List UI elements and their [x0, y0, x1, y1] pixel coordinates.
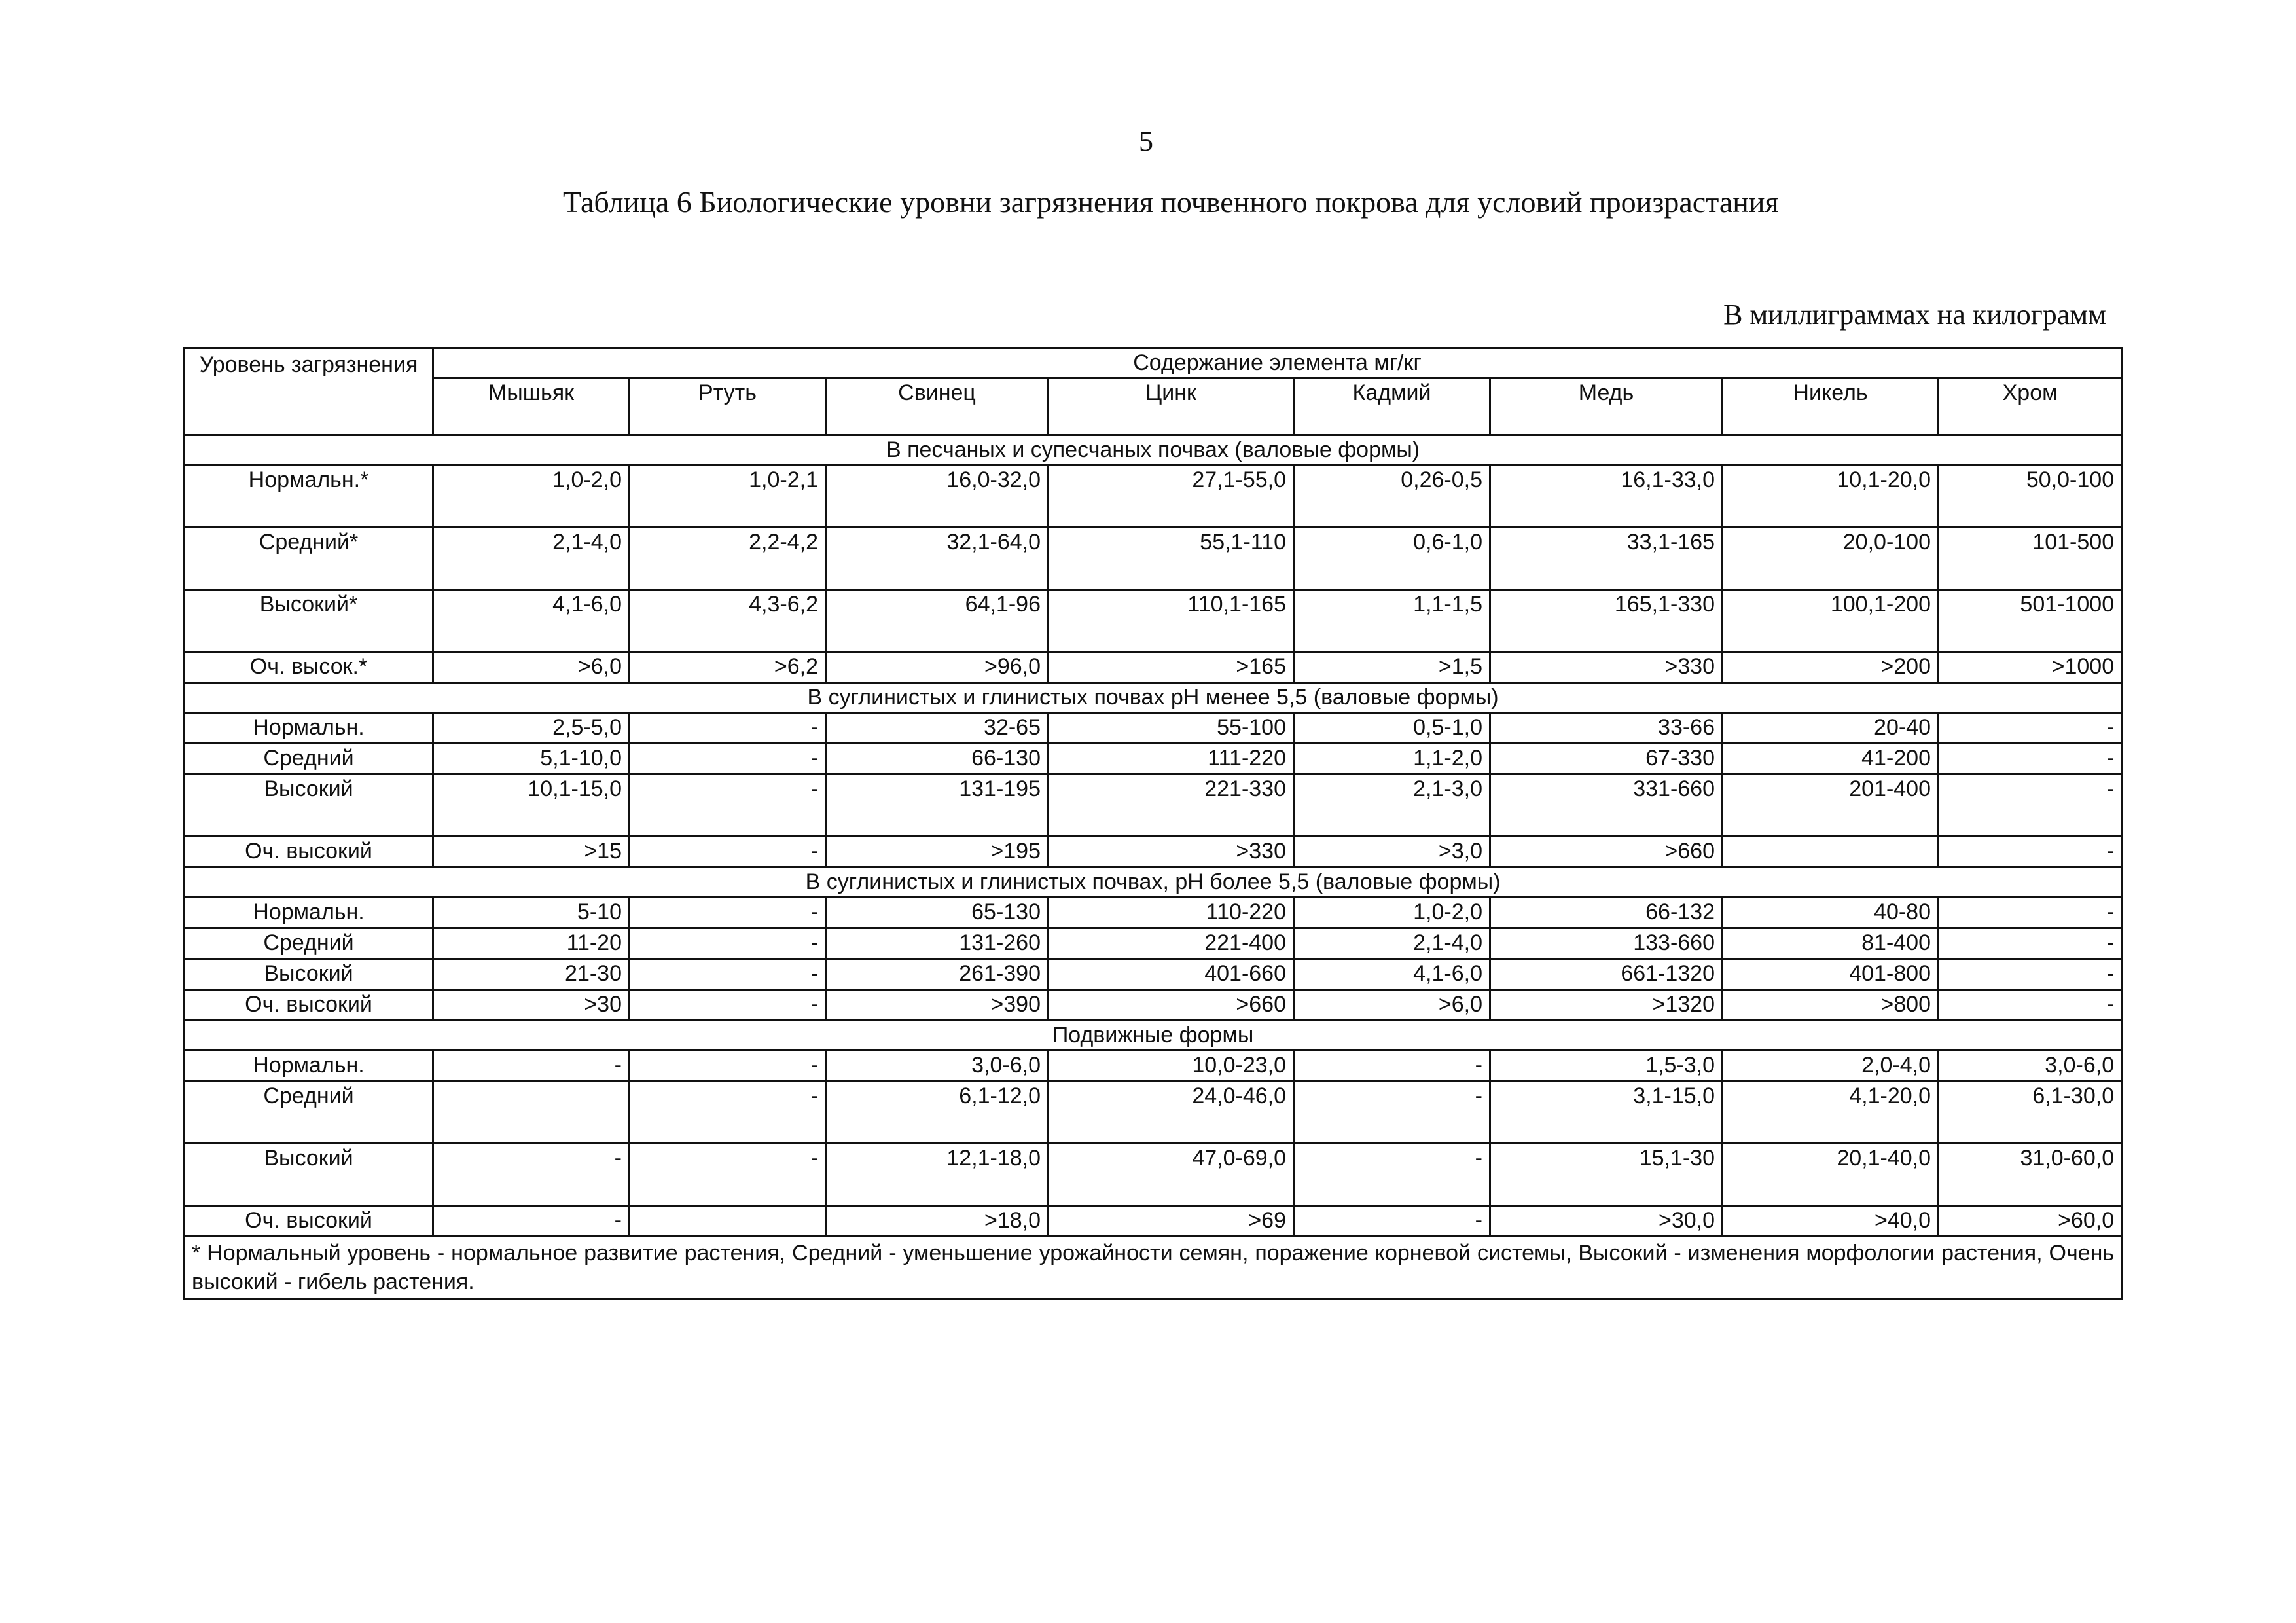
table-cell: -: [1939, 928, 2122, 959]
units-note: В миллиграммах на килограмм: [1723, 299, 2106, 331]
pollution-levels-table: [183, 347, 2123, 1300]
table-cell: 24,0-46,0: [1049, 1082, 1294, 1144]
table-cell: >3,0: [1294, 837, 1490, 867]
table-cell: -: [1294, 1144, 1490, 1206]
table-row: [185, 928, 2122, 959]
row-level-label: Высокий: [185, 775, 433, 837]
element-content-header: Содержание элемента мг/кг: [433, 348, 2122, 378]
table-cell: -: [1939, 775, 2122, 837]
table-cell: 27,1-55,0: [1049, 465, 1294, 528]
table-cell: 0,26-0,5: [1294, 465, 1490, 528]
row-level-label: Оч. высокий: [185, 837, 433, 867]
table-cell: 1,0-2,1: [630, 465, 826, 528]
table-cell: -: [630, 898, 826, 928]
table-cell: 16,0-32,0: [826, 465, 1049, 528]
table-cell: 41-200: [1723, 744, 1939, 775]
table-row: [185, 528, 2122, 590]
table-cell: -: [630, 990, 826, 1021]
table-cell: 55,1-110: [1049, 528, 1294, 590]
table-row: [185, 775, 2122, 837]
table-cell: 2,0-4,0: [1723, 1051, 1939, 1082]
page-number: 5: [1139, 125, 1153, 157]
table-cell: 110,1-165: [1049, 590, 1294, 652]
table-row: [185, 990, 2122, 1021]
table-cell: 67-330: [1490, 744, 1723, 775]
table-cell: >800: [1723, 990, 1939, 1021]
table-cell: >6,2: [630, 652, 826, 683]
table-cell: 4,1-6,0: [1294, 959, 1490, 990]
table-cell: -: [1294, 1082, 1490, 1144]
table-cell: >165: [1049, 652, 1294, 683]
table-row: [185, 590, 2122, 652]
table-cell: 15,1-30: [1490, 1144, 1723, 1206]
table-cell: 1,0-2,0: [1294, 898, 1490, 928]
table-row: [185, 1144, 2122, 1206]
column-header-cadmium: Кадмий: [1294, 378, 1490, 435]
row-level-label: Высокий*: [185, 590, 433, 652]
table-cell: 5,1-10,0: [433, 744, 630, 775]
section-header-row: [185, 867, 2122, 898]
table-cell: -: [1939, 713, 2122, 744]
table-cell: 81-400: [1723, 928, 1939, 959]
table-cell: 401-660: [1049, 959, 1294, 990]
table-cell: 6,1-12,0: [826, 1082, 1049, 1144]
table-cell: -: [630, 775, 826, 837]
row-level-label: Нормальн.: [185, 713, 433, 744]
table-cell: 33-66: [1490, 713, 1723, 744]
table-cell: -: [1939, 744, 2122, 775]
table-cell: 6,1-30,0: [1939, 1082, 2122, 1144]
table-cell: -: [1294, 1206, 1490, 1237]
table-cell: -: [630, 928, 826, 959]
table-cell: >18,0: [826, 1206, 1049, 1237]
table-row: [185, 713, 2122, 744]
table-cell: >30,0: [1490, 1206, 1723, 1237]
table-cell: 65-130: [826, 898, 1049, 928]
table-cell: 165,1-330: [1490, 590, 1723, 652]
row-level-label: Высокий: [185, 1144, 433, 1206]
table-cell: 32,1-64,0: [826, 528, 1049, 590]
table-cell: >6,0: [1294, 990, 1490, 1021]
table-cell: 20-40: [1723, 713, 1939, 744]
row-level-label: Оч. высокий: [185, 990, 433, 1021]
table-cell: 2,2-4,2: [630, 528, 826, 590]
table-cell: -: [630, 1082, 826, 1144]
table-cell: 4,1-20,0: [1723, 1082, 1939, 1144]
table-cell: 2,1-4,0: [433, 528, 630, 590]
table-cell: 64,1-96: [826, 590, 1049, 652]
table-cell: -: [433, 1144, 630, 1206]
table-cell: 50,0-100: [1939, 465, 2122, 528]
level-column-header: Уровень загрязнения: [185, 348, 433, 435]
table-cell: >15: [433, 837, 630, 867]
table-cell: >195: [826, 837, 1049, 867]
table-cell: >1320: [1490, 990, 1723, 1021]
table-row: [185, 959, 2122, 990]
table-cell: -: [630, 1144, 826, 1206]
table-cell: 33,1-165: [1490, 528, 1723, 590]
table-cell: 31,0-60,0: [1939, 1144, 2122, 1206]
table-cell: 20,1-40,0: [1723, 1144, 1939, 1206]
table-cell: 5-10: [433, 898, 630, 928]
row-level-label: Оч. высок.*: [185, 652, 433, 683]
table-cell: 3,0-6,0: [1939, 1051, 2122, 1082]
table-cell: 110-220: [1049, 898, 1294, 928]
table-cell: 1,1-2,0: [1294, 744, 1490, 775]
table-cell: >390: [826, 990, 1049, 1021]
table-cell: 10,0-23,0: [1049, 1051, 1294, 1082]
table-cell: 16,1-33,0: [1490, 465, 1723, 528]
table-title: Таблица 6 Биологические уровни загрязнения почвенного покрова для условий произрастания: [563, 185, 1779, 219]
table-cell: 661-1320: [1490, 959, 1723, 990]
section-header-row: [185, 1021, 2122, 1051]
table-cell: >330: [1490, 652, 1723, 683]
column-header-nickel: Никель: [1723, 378, 1939, 435]
table-cell: 2,1-4,0: [1294, 928, 1490, 959]
table-cell: 21-30: [433, 959, 630, 990]
table-cell: 131-260: [826, 928, 1049, 959]
table-cell: 66-130: [826, 744, 1049, 775]
table-cell: >660: [1049, 990, 1294, 1021]
column-header-chromium: Хром: [1939, 378, 2122, 435]
table-cell: 10,1-15,0: [433, 775, 630, 837]
table-cell: 101-500: [1939, 528, 2122, 590]
table-cell: 10,1-20,0: [1723, 465, 1939, 528]
table-cell: 501-1000: [1939, 590, 2122, 652]
table-cell: >6,0: [433, 652, 630, 683]
table-cell: >96,0: [826, 652, 1049, 683]
table-cell: >69: [1049, 1206, 1294, 1237]
table-cell: 55-100: [1049, 713, 1294, 744]
table-cell: 131-195: [826, 775, 1049, 837]
section-title: В суглинистых и глинистых почвах, pH более 5,5 (валовые формы): [185, 867, 2122, 898]
table-cell: >660: [1490, 837, 1723, 867]
table-cell: 2,1-3,0: [1294, 775, 1490, 837]
table-cell: 2,5-5,0: [433, 713, 630, 744]
table-cell: 133-660: [1490, 928, 1723, 959]
table-cell: -: [1294, 1051, 1490, 1082]
table-cell: >1,5: [1294, 652, 1490, 683]
table-cell: -: [433, 1206, 630, 1237]
row-level-label: Нормальн.: [185, 898, 433, 928]
row-level-label: Средний: [185, 744, 433, 775]
table-cell: 40-80: [1723, 898, 1939, 928]
table-cell: 111-220: [1049, 744, 1294, 775]
table-cell: -: [630, 1051, 826, 1082]
table-cell: 1,0-2,0: [433, 465, 630, 528]
column-header-mercury: Ртуть: [630, 378, 826, 435]
table-cell: -: [1939, 898, 2122, 928]
table-cell: 1,5-3,0: [1490, 1051, 1723, 1082]
table-cell: 4,3-6,2: [630, 590, 826, 652]
table-cell: 261-390: [826, 959, 1049, 990]
table-cell: -: [1939, 837, 2122, 867]
table-cell: [630, 1206, 826, 1237]
table-cell: -: [1939, 990, 2122, 1021]
table-cell: 331-660: [1490, 775, 1723, 837]
table-row: [185, 1051, 2122, 1082]
table-cell: 401-800: [1723, 959, 1939, 990]
section-title: В песчаных и супесчаных почвах (валовые формы): [185, 435, 2122, 465]
table-cell: 1,1-1,5: [1294, 590, 1490, 652]
table-cell: 221-330: [1049, 775, 1294, 837]
row-level-label: Средний: [185, 928, 433, 959]
section-title: В суглинистых и глинистых почвах pH менее 5,5 (валовые формы): [185, 683, 2122, 713]
table-footnote: * Нормальный уровень - нормальное развитие растения, Средний - уменьшение урожайности семян, поражение корневой системы, Высокий - изменения морфологии растения, Очень высокий - гибель растения.: [185, 1237, 2122, 1299]
table-cell: -: [1939, 959, 2122, 990]
table-row: [185, 837, 2122, 867]
table-cell: 20,0-100: [1723, 528, 1939, 590]
table-cell: -: [630, 837, 826, 867]
table-cell: [433, 1082, 630, 1144]
table-row: [185, 465, 2122, 528]
table-cell: 0,5-1,0: [1294, 713, 1490, 744]
table-cell: >330: [1049, 837, 1294, 867]
table-cell: 3,1-15,0: [1490, 1082, 1723, 1144]
table-cell: 0,6-1,0: [1294, 528, 1490, 590]
table-cell: 66-132: [1490, 898, 1723, 928]
table-cell: 221-400: [1049, 928, 1294, 959]
table-cell: 201-400: [1723, 775, 1939, 837]
section-header-row: [185, 683, 2122, 713]
table-row: [185, 652, 2122, 683]
table-cell: >60,0: [1939, 1206, 2122, 1237]
table-cell: >200: [1723, 652, 1939, 683]
row-level-label: Нормальн.: [185, 1051, 433, 1082]
section-header-row: [185, 435, 2122, 465]
table-body: [185, 435, 2122, 1237]
row-level-label: Средний: [185, 1082, 433, 1144]
table-cell: 3,0-6,0: [826, 1051, 1049, 1082]
column-header-zinc: Цинк: [1049, 378, 1294, 435]
column-header-lead: Свинец: [826, 378, 1049, 435]
table-row: [185, 1206, 2122, 1237]
table-cell: 11-20: [433, 928, 630, 959]
table-row: [185, 1082, 2122, 1144]
table-cell: [1723, 837, 1939, 867]
row-level-label: Высокий: [185, 959, 433, 990]
column-header-arsenic: Мышьяк: [433, 378, 630, 435]
table-cell: 47,0-69,0: [1049, 1144, 1294, 1206]
table-cell: >30: [433, 990, 630, 1021]
table-row: [185, 744, 2122, 775]
section-title: Подвижные формы: [185, 1021, 2122, 1051]
table-cell: >40,0: [1723, 1206, 1939, 1237]
table-cell: -: [433, 1051, 630, 1082]
table-cell: -: [630, 959, 826, 990]
table-cell: 100,1-200: [1723, 590, 1939, 652]
table-cell: 12,1-18,0: [826, 1144, 1049, 1206]
column-header-copper: Медь: [1490, 378, 1723, 435]
table-cell: >1000: [1939, 652, 2122, 683]
table-cell: -: [630, 713, 826, 744]
row-level-label: Средний*: [185, 528, 433, 590]
table-row: [185, 898, 2122, 928]
table-cell: 32-65: [826, 713, 1049, 744]
row-level-label: Оч. высокий: [185, 1206, 433, 1237]
table-cell: -: [630, 744, 826, 775]
row-level-label: Нормальн.*: [185, 465, 433, 528]
table-cell: 4,1-6,0: [433, 590, 630, 652]
